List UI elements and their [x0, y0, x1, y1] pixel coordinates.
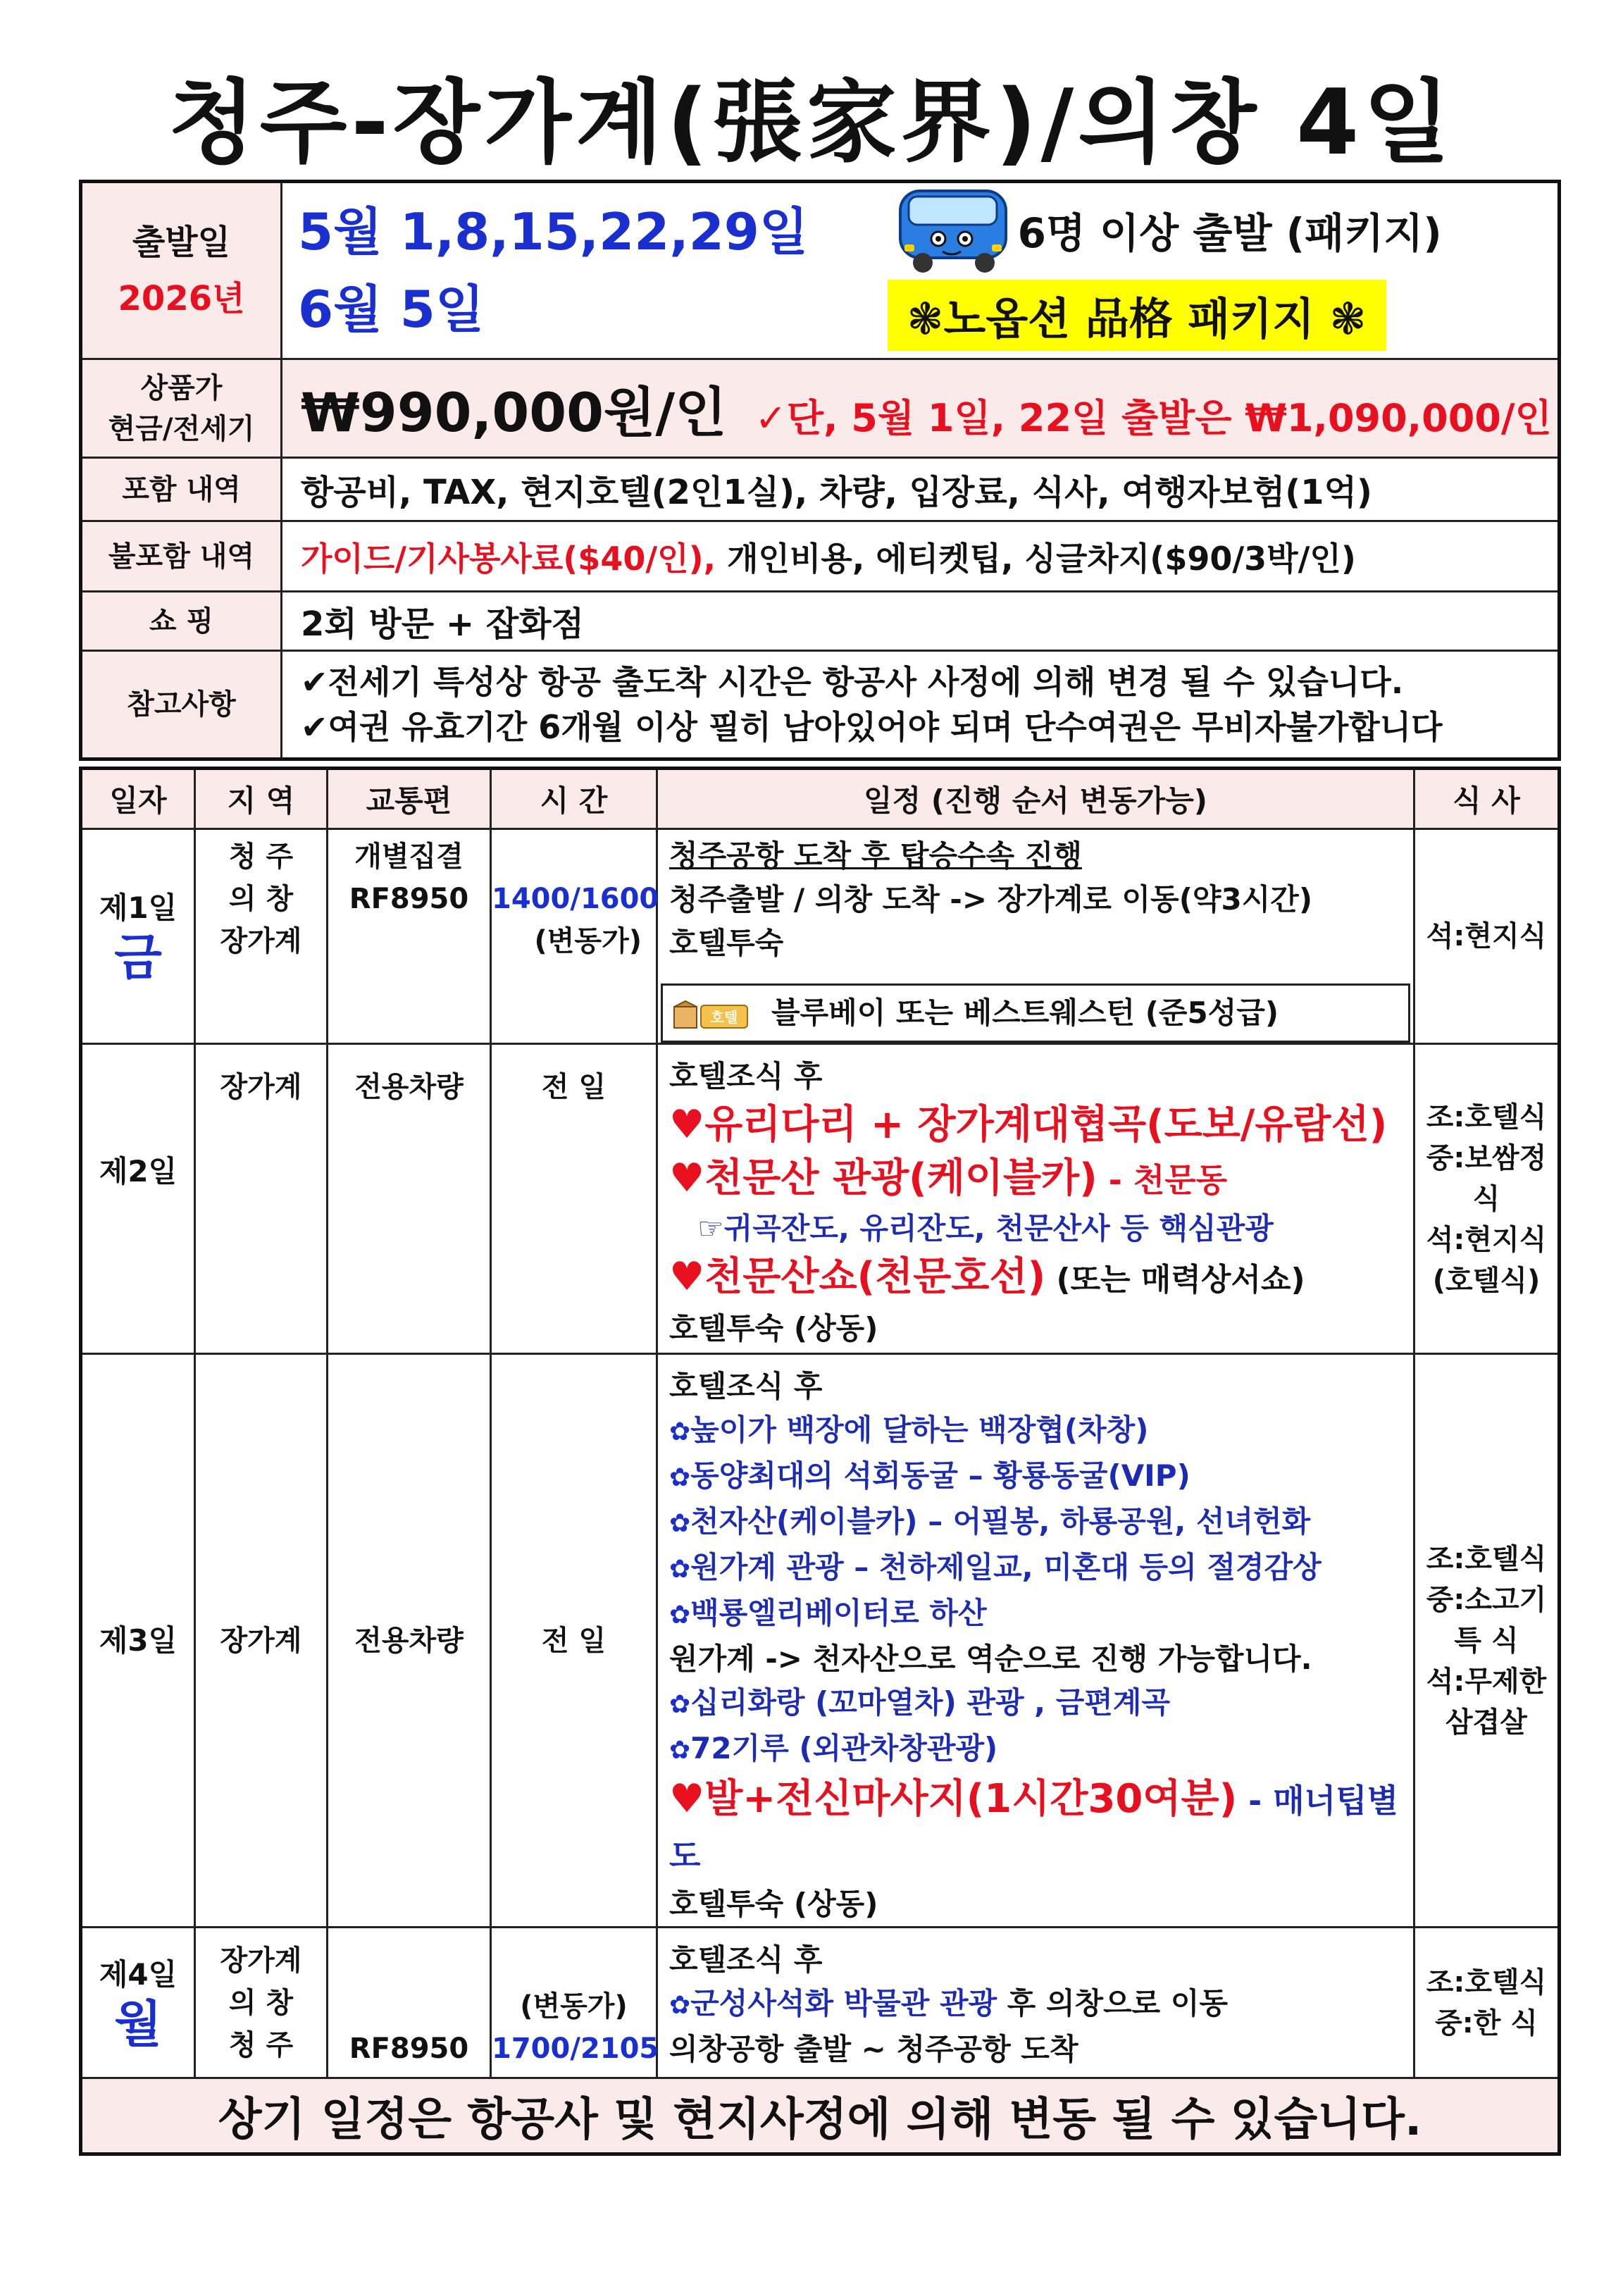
day-3-bullet-6: [669, 1681, 1413, 1727]
header-region: 지 역: [195, 769, 328, 829]
svg-text:호텔: 호텔: [710, 1008, 738, 1026]
departure-condition-cell: [866, 182, 1560, 359]
departure-label: 출발일: [132, 223, 231, 262]
day-2-end: 호텔투숙 (상동): [669, 1311, 878, 1346]
day-3-row: [81, 1354, 1560, 1928]
day-3-highlight-1: [669, 1773, 1413, 1882]
day-1-number: 제1일: [99, 891, 178, 925]
day-3-time: 전 일: [491, 1354, 657, 1928]
day-3-label: [81, 1354, 195, 1928]
day-4-weekday: 월: [114, 1994, 162, 2053]
day-3-bullet-3-text: 천자산(케이블카) – 어필봉, 하룡공원, 선녀헌화: [690, 1504, 1311, 1539]
price-cell: [282, 359, 1560, 458]
day-1-itinerary: [657, 829, 1414, 1044]
excluded-items: [282, 521, 1560, 592]
day-1-row: [81, 829, 1560, 1044]
day-3-end: 호텔투숙 (상동): [669, 1887, 878, 1921]
excluded-others: 개인비용, 에티켓팁, 싱글차지($90/3박/인): [716, 539, 1356, 578]
schedule-table: [79, 767, 1561, 2156]
day-2-highlight-1: [669, 1098, 1413, 1152]
day-3-bullet-7-text: 72기루 (외관차창관광): [690, 1731, 998, 1766]
schedule-header-row: [81, 769, 1560, 829]
flower-bullet-icon: ✿: [669, 1991, 691, 2020]
day-3-itinerary: [657, 1354, 1414, 1928]
day-3-meal-1: 조:호텔식: [1426, 1542, 1547, 1575]
price-label-1: 상품가: [140, 371, 223, 404]
flower-bullet-icon: ✿: [669, 1417, 691, 1446]
price-label-cell: [81, 359, 282, 458]
day-1-hotel-name: 블루베이 또는 베스트웨스턴 (준5성급): [771, 995, 1279, 1030]
day-1-hotel-box: [661, 983, 1410, 1043]
dates-line-1: 5월 1,8,15,22,29일: [298, 202, 809, 261]
day-1-meal-dinner: 석:현지식: [1426, 920, 1547, 952]
day-3-bullet-1: [669, 1408, 1413, 1454]
bus-icon: [895, 184, 1014, 275]
day-2-highlight-1-text: 유리다리 + 장가계대협곡(도보/유람선): [704, 1102, 1388, 1148]
page-title: 청주-장가계(張家界)/의창 4일: [168, 70, 1455, 175]
header-day: 일자: [81, 769, 195, 829]
dates-line-2: 6월 5일: [298, 280, 485, 339]
day-2-meal-2: 중:보쌈정식: [1426, 1141, 1547, 1215]
flower-bullet-icon: ✿: [669, 1463, 691, 1492]
day-3-meal-5: 삼겹살: [1445, 1706, 1527, 1739]
day-3-meal-4: 석:무제한: [1426, 1665, 1547, 1698]
day-3-bullet-4: [669, 1546, 1413, 1591]
day-4-row: [81, 1928, 1560, 2078]
flower-bullet-icon: ✿: [669, 1601, 691, 1630]
day-3-bullet-6-text: 십리화랑 (꼬마열차) 관광 , 금편계곡: [690, 1685, 1171, 1720]
header-transport: 교통편: [328, 769, 491, 829]
note-1: ✔전세기 특성상 항공 출도착 시간은 항공사 사정에 의해 변경 될 수 있습니다.: [301, 663, 1404, 701]
flower-bullet-icon: ✿: [669, 1555, 691, 1584]
day-2-highlight-3-alt: (또는 매력상서쇼): [1045, 1262, 1305, 1298]
excluded-guide-fee: 가이드/기사봉사료($40/인),: [301, 539, 716, 578]
day-2-highlight-3: [669, 1251, 1413, 1307]
day-1-item-2: 청주출발 / 의창 도착 -> 장가계로 이동(약3시간): [669, 882, 1313, 917]
day-3-meal-3: 특 식: [1454, 1624, 1519, 1657]
day-3-bullet-2-text: 동양최대의 석회동굴 – 황룡동굴(VIP): [690, 1458, 1190, 1493]
day-4-meal-2: 중:한 식: [1435, 2006, 1538, 2040]
day-2-meal-3: 석:현지식: [1426, 1223, 1547, 1256]
price-value: ₩990,000원/인: [301, 381, 727, 444]
day-3-bullet-2: [669, 1454, 1413, 1500]
heart-icon: ♥: [669, 1102, 705, 1148]
day-1-region-1: 청 주: [228, 840, 294, 873]
day-2-region: 장가계: [195, 1044, 328, 1354]
footer-notice: 상기 일정은 항공사 및 현지사정에 의해 변동 될 수 있습니다.: [81, 2078, 1560, 2154]
footer-row: [81, 2078, 1560, 2154]
day-1-region-2: 의 창: [228, 883, 294, 915]
flower-bullet-icon: ✿: [669, 1736, 691, 1765]
day-4-region-2: 의 창: [228, 1986, 294, 2019]
day-1-flight-time: 1400/1600: [492, 883, 659, 915]
price-note: ✓단, 5월 1일, 22일 출발은 ₩1,090,000/인: [754, 396, 1552, 440]
included-items: 항공비, TAX, 현지호텔(2인1실), 차량, 입장료, 식사, 여행자보험(1억): [282, 458, 1560, 521]
flower-bullet-icon: ✿: [669, 1690, 691, 1719]
day-2-highlight-3-text: 천문산쇼(천문호선): [704, 1254, 1046, 1300]
departure-dates-cell: [282, 182, 866, 359]
day-4-itinerary: [657, 1928, 1414, 2078]
departure-year: 2026년: [118, 279, 245, 318]
day-3-number: 제3일: [99, 1622, 178, 1658]
day-3-intro: 호텔조식 후: [669, 1369, 823, 1403]
day-1-transport: [328, 829, 491, 1044]
day-3-transport: 전용차량: [328, 1354, 491, 1928]
day-3-highlight-text: 발+전신마사지(1시간30여분): [704, 1776, 1238, 1822]
day-1-flight: RF8950: [349, 883, 469, 915]
day-2-highlight-2-text: 천문산 관광(케이블카): [704, 1155, 1097, 1201]
departure-condition: 6명 이상 출발 (패키지): [1017, 209, 1442, 257]
day-1-time: [491, 829, 657, 1044]
day-3-reverse-note: 원가계 -> 천자산으로 역순으로 진행 가능합니다.: [669, 1642, 1312, 1676]
day-2-label: [81, 1044, 195, 1354]
day-4-meal-1: 조:호텔식: [1426, 1966, 1547, 1999]
day-1-region-3: 장가계: [220, 925, 302, 957]
notes-label: 참고사항: [81, 651, 282, 759]
included-label: 포함 내역: [81, 458, 282, 521]
day-3-bullet-5-text: 백룡엘리베이터로 하산: [690, 1596, 987, 1630]
day-2-core-sights: ☞귀곡잔도, 유리잔도, 천문산사 등 핵심관광: [697, 1211, 1274, 1246]
day-2-meal-4: (호텔식): [1432, 1264, 1541, 1297]
day-1-label: [81, 829, 195, 1044]
day-4-time: [491, 1928, 657, 2078]
departure-label-cell: [81, 182, 282, 359]
note-2: ✔여권 유효기간 6개월 이상 필히 남아있어야 되며 단수여권은 무비자불가합니다: [301, 708, 1443, 746]
day-4-flight-time: 1700/2105: [492, 2033, 659, 2065]
day-2-time: 전 일: [491, 1044, 657, 1354]
day-1-time-note: (변동가): [534, 925, 642, 957]
day-4-end: 의창공항 출발 ~ 청주공항 도착: [669, 2032, 1078, 2066]
day-4-intro: 호텔조식 후: [669, 1942, 823, 1977]
day-1-transport-1: 개별집결: [354, 840, 464, 873]
heart-icon: ♥: [669, 1155, 705, 1201]
day-1-weekday: 금: [114, 929, 162, 986]
day-1-region: [195, 829, 328, 1044]
day-3-bullet-7: [669, 1727, 1413, 1773]
day-1-item-3: 호텔투숙: [669, 926, 784, 960]
heart-icon: ♥: [669, 1254, 705, 1300]
header-itinerary: 일정 (진행 순서 변동가능): [657, 769, 1414, 829]
day-4-region: [195, 1928, 328, 2078]
day-4-label: [81, 1928, 195, 2078]
day-3-bullet-1-text: 높이가 백장에 달하는 백장협(차창): [690, 1413, 1149, 1447]
day-2-row: [81, 1044, 1560, 1354]
day-3-highlight-note: - 매너팁별도: [669, 1782, 1399, 1875]
day-2-intro: 호텔조식 후: [669, 1059, 823, 1093]
no-option-banner: ❃노옵션 品格 패키지 ❃: [888, 280, 1386, 351]
day-4-museum: 군성사석화 박물관 관광: [690, 1986, 997, 2021]
hotel-icon: [673, 1000, 750, 1031]
day-3-meals: [1414, 1354, 1560, 1928]
notes-cell: [282, 651, 1560, 759]
day-2-itinerary: [657, 1044, 1414, 1354]
day-4-time-note: (변동가): [520, 1990, 628, 2023]
day-4-transport: RF8950: [328, 1928, 491, 2078]
price-label-2: 현금/전세기: [108, 412, 255, 445]
day-1-item-1: 청주공항 도착 후 탑승수속 진행: [669, 838, 1082, 873]
heart-icon: ♥: [669, 1776, 705, 1822]
day-1-meals: [1414, 829, 1560, 1044]
flower-bullet-icon: ✿: [669, 1509, 691, 1538]
day-4-region-1: 장가계: [220, 1944, 302, 1977]
day-3-meal-2: 중:소고기: [1426, 1583, 1547, 1616]
day-3-bullet-5: [669, 1591, 1413, 1637]
day-2-transport: 전용차량: [328, 1044, 491, 1354]
day-2-meal-1: 조:호텔식: [1426, 1100, 1547, 1134]
header-time: 시 간: [491, 769, 657, 829]
shopping-label: 쇼 핑: [81, 592, 282, 651]
day-3-bullet-3: [669, 1500, 1413, 1546]
day-4-number: 제4일: [99, 1956, 178, 1992]
excluded-label: 불포함 내역: [81, 521, 282, 592]
day-3-region: 장가계: [195, 1354, 328, 1928]
header-meals: 식 사: [1414, 769, 1560, 829]
day-4-meals: [1414, 1928, 1560, 2078]
day-4-move: 후 의창으로 이동: [997, 1986, 1229, 2021]
day-4-region-3: 청 주: [228, 2028, 294, 2061]
day-2-highlight-2-sub: - 천문동: [1097, 1161, 1228, 1199]
shopping-info: 2회 방문 + 잡화점: [282, 592, 1560, 651]
day-2-highlight-2: [669, 1152, 1413, 1207]
day-2-meals: [1414, 1044, 1560, 1354]
product-info-table: [79, 180, 1561, 761]
day-2-number: 제2일: [99, 1154, 178, 1189]
day-4-bullet-1: [669, 1982, 1413, 2028]
day-3-bullet-4-text: 원가계 관광 – 천하제일교, 미혼대 등의 절경감상: [690, 1550, 1322, 1584]
